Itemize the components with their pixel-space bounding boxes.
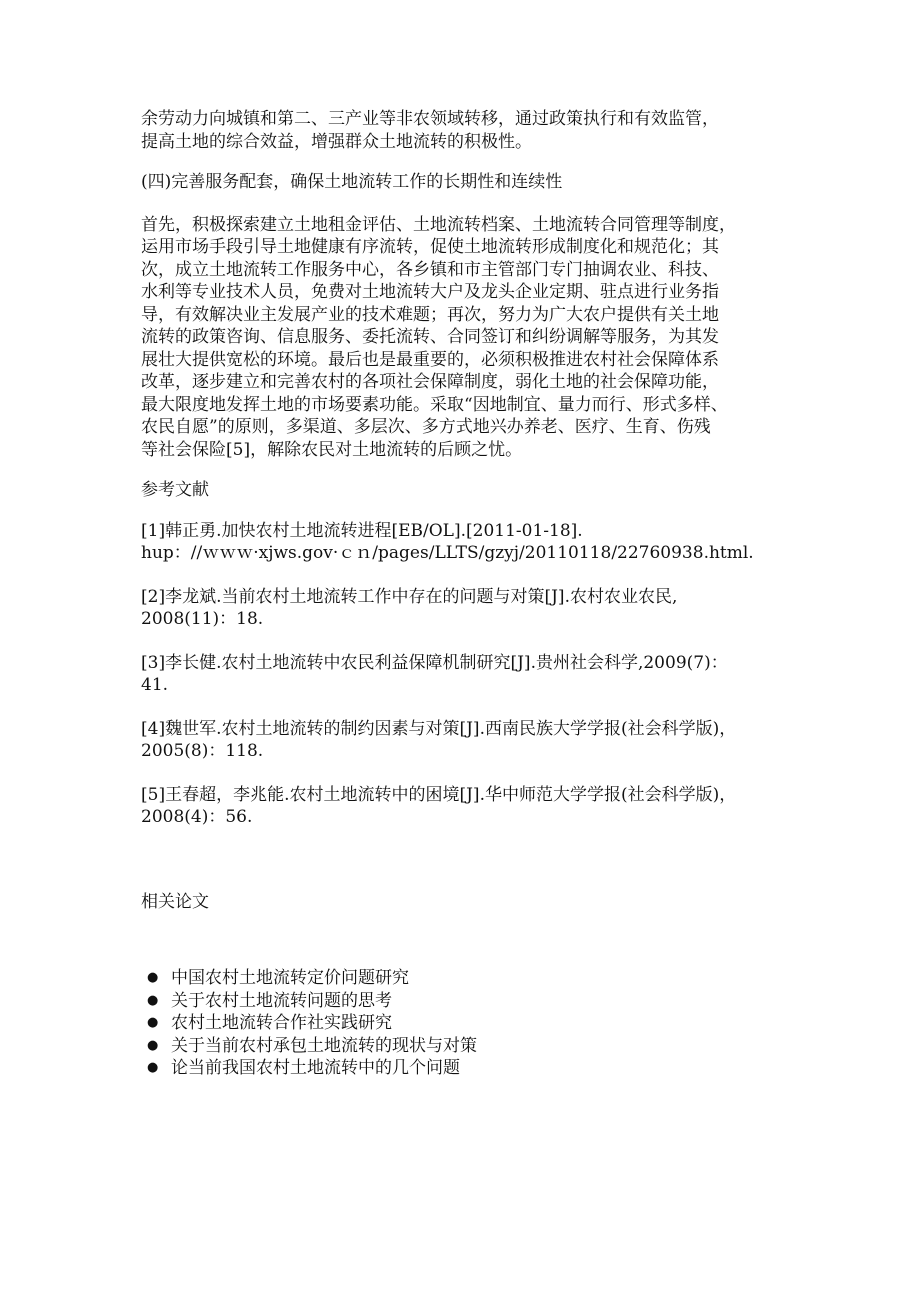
related-paper-link[interactable] xyxy=(147,1057,821,1080)
reference-item-5: [5]王春超，李兆能.农村土地流转中的困境[J].华中师范大学学报(社会科学版)， 2008(4)：56. xyxy=(141,784,737,827)
bullet-icon: ● xyxy=(147,1060,159,1075)
related-paper-link[interactable] xyxy=(147,967,821,990)
document-page xyxy=(141,108,821,1080)
related-paper-title[interactable]: 中国农村土地流转定价问题研究 xyxy=(171,968,409,988)
related-paper-link[interactable] xyxy=(147,1012,821,1035)
reference-item-3: [3]李长健.农村土地流转中农民利益保障机制研究[J].贵州社会科学,2009(7)： 41. xyxy=(141,652,728,695)
bullet-icon: ● xyxy=(147,1037,159,1053)
related-papers-list xyxy=(141,967,821,1080)
reference-item-4: [4]魏世军.农村土地流转的制约因素与对策[J].西南民族大学学报(社会科学版)， 2005(8)：118. xyxy=(141,718,737,761)
related-paper-link[interactable] xyxy=(147,1035,821,1058)
reference-item-2: [2]李龙斌.当前农村土地流转工作中存在的问题与对策[J].农村农业农民, 2008(11)：18. xyxy=(141,586,678,629)
section-body-paragraph: 首先，积极探索建立土地租金评估、土地流转档案、土地流转合同管理等制度， 运用市场手段引导土地健康有序流转，促使土地流转形成制度化和规范化；其 次，成立土地流转工作服务中心，各乡镇和市主管部门专门抽调农业、科技、 水利等专业技术人员，免费对土地流转大户及龙头企业定期、驻点进行业务指 导，有效解决业主发展产业的技术难题；再次，努力为广大农户提供有关土地 流转的政策咨询、信息服务、委托流转、合同签订和纠纷调解等服务，为其发 展壮大提供宽松的环境。最后也是最重要的，必须积极推进农村社会保障体系 改革，逐步建立和完善农村的各项社会保障制度，弱化土地的社会保障功能， 最大限度地发挥土地的市场要素功能。采取“因地制宜、量力而行、形式多样、 农民自愿”的原则，多渠道、多层次、多方式地兴办养老、医疗、生育、伤残 等社会保险[5]，解除农民对土地流转的后顾之忧。 xyxy=(141,214,736,460)
section-heading: (四)完善服务配套，确保土地流转工作的长期性和连续性 xyxy=(141,172,563,192)
related-papers-title: 相关论文 xyxy=(141,891,209,912)
related-paper-title[interactable]: 农村土地流转合作社实践研究 xyxy=(171,1013,392,1033)
related-paper-title[interactable]: 论当前我国农村土地流转中的几个问题 xyxy=(171,1058,460,1078)
bullet-icon: ● xyxy=(147,1015,159,1030)
continuation-paragraph: 余劳动力向城镇和第二、三产业等非农领域转移，通过政策执行和有效监管， 提高土地的综合效益，增强群众土地流转的积极性。 xyxy=(141,109,719,152)
related-paper-link[interactable] xyxy=(147,990,821,1013)
bullet-icon: ● xyxy=(147,992,159,1008)
reference-item-1: [1]韩正勇.加快农村土地流转进程[EB/OL].[2011-01-18]. hup：//ｗｗｗ·xjws.gov·ｃｎ/pages/LLTS/gzyj/20110118/22760938.html. xyxy=(141,520,754,563)
related-paper-title[interactable]: 关于农村土地流转问题的思考 xyxy=(171,990,392,1011)
bullet-icon: ● xyxy=(147,970,159,985)
references-title: 参考文献 xyxy=(141,480,209,500)
related-paper-title[interactable]: 关于当前农村承包土地流转的现状与对策 xyxy=(171,1035,477,1056)
